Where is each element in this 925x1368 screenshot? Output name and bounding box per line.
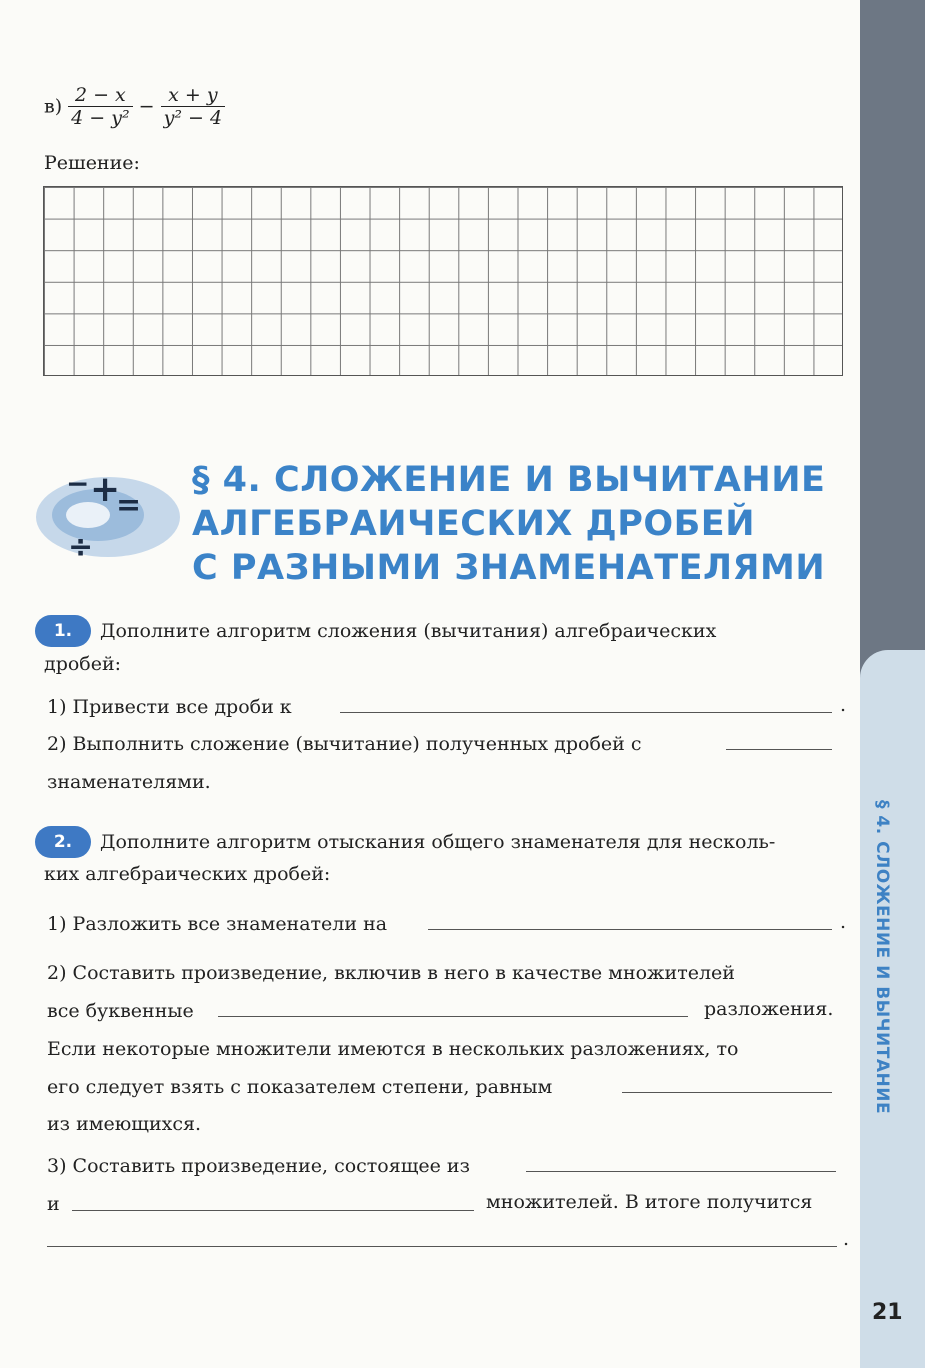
fraction-2-denominator: y² − 4 bbox=[163, 107, 223, 129]
task-2-step-2-blank-b[interactable] bbox=[622, 1092, 832, 1093]
task-2-step-2-line-d: его следует взять с показателем степени, равным bbox=[47, 1076, 553, 1098]
task-2-step-3-line-b-end: множителей. В итоге получится bbox=[486, 1191, 813, 1213]
svg-text:÷: ÷ bbox=[68, 530, 94, 565]
fraction-2 bbox=[161, 84, 225, 129]
svg-text:=: = bbox=[116, 488, 142, 523]
task-1-step-2-blank[interactable] bbox=[726, 749, 832, 750]
side-section-title: § 4. СЛОЖЕНИЕ И ВЫЧИТАНИЕ bbox=[872, 800, 892, 1115]
task-1-step-1-blank[interactable] bbox=[340, 712, 832, 713]
task-2-step-3-line-b: и bbox=[47, 1193, 60, 1215]
task-2-step-2-line-c: Если некоторые множители имеются в нескольких разложениях, то bbox=[47, 1038, 739, 1060]
solution-grid[interactable] bbox=[43, 186, 843, 376]
minus-operator: − bbox=[138, 95, 155, 118]
task-2-step-2-line-e: из имеющихся. bbox=[47, 1113, 202, 1135]
task-2-text-line-1: Дополните алгоритм отыскания общего знаменателя для несколь- bbox=[100, 831, 776, 853]
exercise-label: в) bbox=[44, 95, 63, 118]
task-2-step-2-line-a: 2) Составить произведение, включив в него в качестве множителей bbox=[47, 962, 735, 984]
period: . bbox=[840, 911, 847, 933]
fraction-1-denominator: 4 − y² bbox=[71, 107, 130, 129]
page-number: 21 bbox=[872, 1300, 903, 1325]
section-heading-line-3: С РАЗНЫМИ ЗНАМЕНАТЕЛЯМИ bbox=[192, 548, 826, 588]
task-2-step-3-blank-b[interactable] bbox=[72, 1210, 474, 1211]
fraction-1-numerator: 2 − x bbox=[68, 84, 132, 107]
task-1-text-line-2: дробей: bbox=[44, 653, 122, 675]
task-1-text-line-1: Дополните алгоритм сложения (вычитания) алгебраических bbox=[100, 620, 717, 642]
task-2-badge: 2. bbox=[35, 826, 91, 858]
section-heading bbox=[192, 458, 825, 590]
task-1-step-2-end: знаменателями. bbox=[47, 771, 211, 793]
fraction-2-numerator: x + y bbox=[161, 84, 225, 107]
task-2-step-1-blank[interactable] bbox=[428, 929, 832, 930]
side-tab bbox=[860, 650, 925, 1368]
task-2-step-3-blank-a[interactable] bbox=[526, 1171, 836, 1172]
period: . bbox=[840, 694, 847, 716]
task-2-step-1: 1) Разложить все знаменатели на bbox=[47, 913, 388, 935]
task-2-step-3-blank-c[interactable] bbox=[47, 1246, 837, 1247]
task-2-step-2-line-b-end: разложения. bbox=[704, 998, 834, 1020]
task-1-step-2: 2) Выполнить сложение (вычитание) полученных дробей с bbox=[47, 733, 642, 755]
svg-text:+: + bbox=[90, 469, 121, 510]
solution-label: Решение: bbox=[44, 152, 140, 174]
section-heading-line-2: АЛГЕБРАИЧЕСКИХ ДРОБЕЙ bbox=[192, 504, 755, 544]
task-2-text-line-2: ких алгебраических дробей: bbox=[44, 863, 331, 885]
svg-text:−: − bbox=[66, 467, 90, 500]
task-1-badge: 1. bbox=[35, 615, 91, 647]
section-heading-line-1: § 4. СЛОЖЕНИЕ И ВЫЧИТАНИЕ bbox=[192, 460, 826, 500]
task-2-step-2-line-b: все буквенные bbox=[47, 1000, 194, 1022]
math-operations-icon bbox=[28, 465, 188, 565]
exercise-v bbox=[44, 84, 225, 129]
task-2-step-2-blank-a[interactable] bbox=[218, 1016, 688, 1017]
task-1-step-1: 1) Привести все дроби к bbox=[47, 696, 292, 718]
fraction-1 bbox=[68, 84, 132, 129]
task-2-step-3-line-a: 3) Составить произведение, состоящее из bbox=[47, 1155, 470, 1177]
period: . bbox=[843, 1228, 850, 1250]
